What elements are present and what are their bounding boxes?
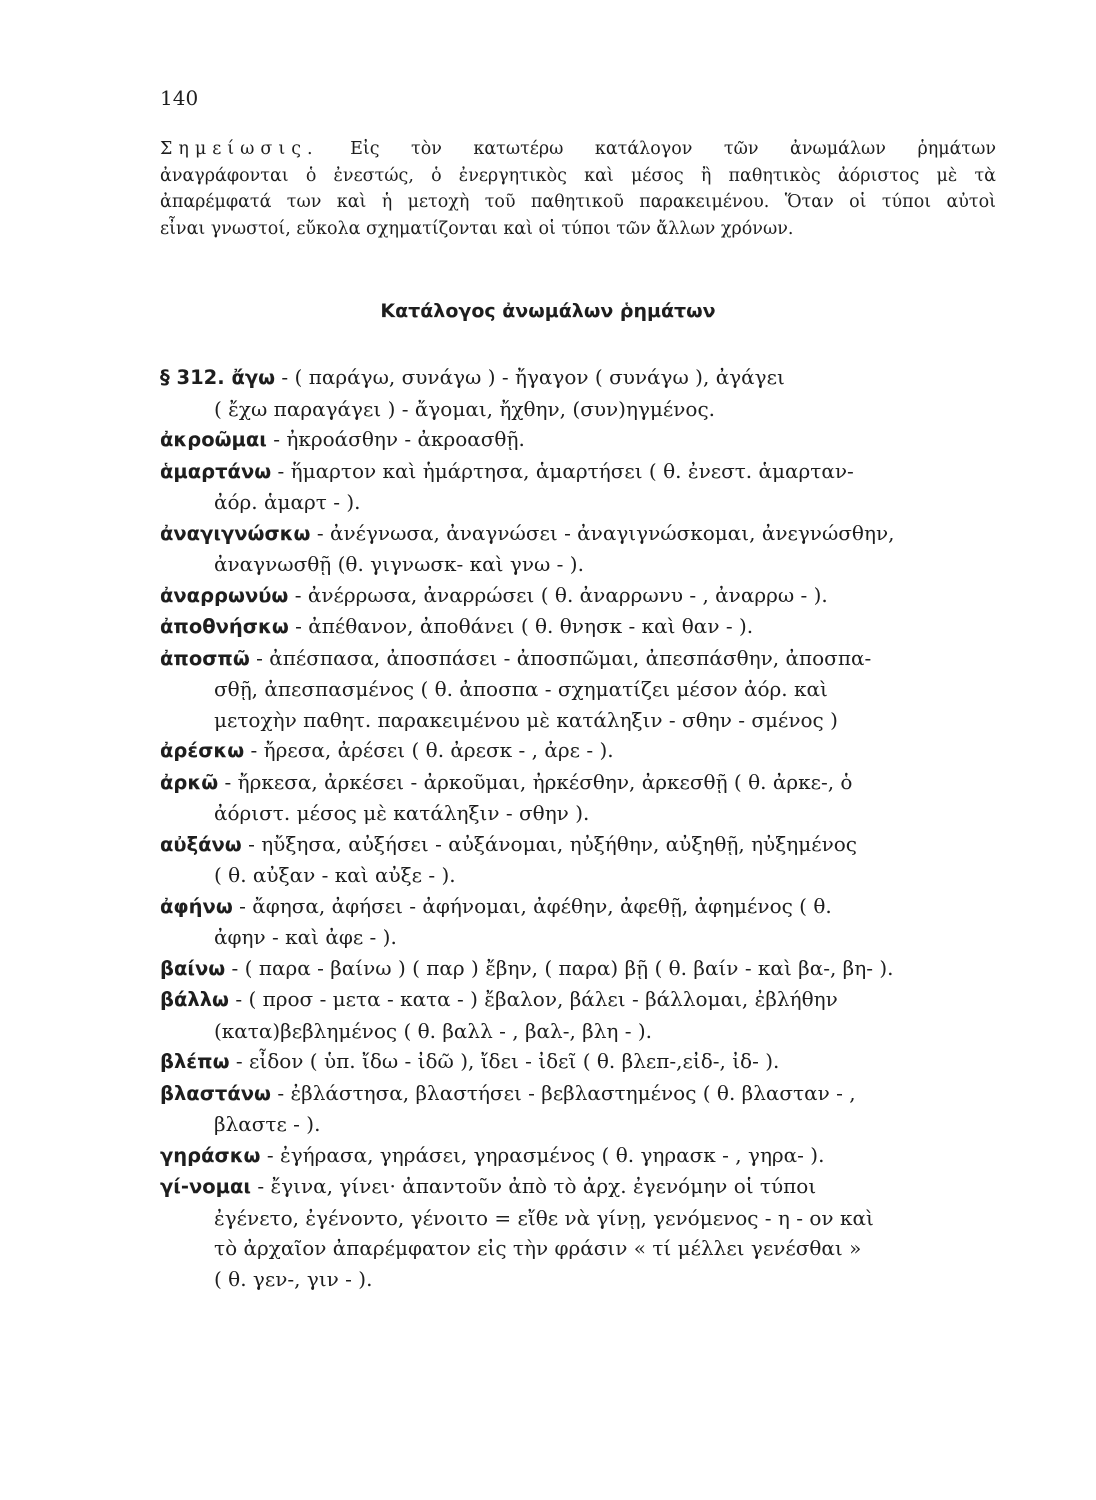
verb-forms: - ( προσ - μετα - κατα - ) ἔβαλον, βάλει - βάλλομαι, ἐβλήθην <box>228 987 838 1011</box>
verb-forms: - ἀπέθανον, ἀποθάνει ( θ. θνησκ - καὶ θαν - ). <box>288 614 754 638</box>
verb-forms: - ἀνέρρωσα, ἀναρρώσει ( θ. ἀναρρωνυ - , ἀναρρω - ). <box>288 582 828 607</box>
verb-forms: - ἤρεσα, ἀρέσει ( θ. ἀρεσκ - , ἀρε - ). <box>244 738 614 762</box>
verb-entry-line <box>160 1233 1000 1264</box>
verb-forms: - ἀνέγνωσα, ἀναγνώσει - ἀναγιγνώσκομαι, ἀνεγνώσθην, <box>310 520 895 545</box>
verb-headword: ἀφήνω <box>160 894 233 918</box>
page-number: 140 <box>160 86 199 110</box>
note-label: Σημείωσις. <box>160 139 319 159</box>
verb-forms: ( ἔχω παραγάγει ) - ἄγομαι, ἤχθην, (συν)ηγμένος. <box>214 396 716 421</box>
verb-entry-line <box>160 1171 1000 1203</box>
verb-headword: ἀναρρωνύω <box>160 583 289 607</box>
verb-headword: ἀρέσκω <box>160 739 245 762</box>
verb-entry-line <box>160 580 1000 612</box>
verb-entry-line <box>160 362 1000 394</box>
verb-forms: - ἀπέσπασα, ἀποσπάσει - ἀποσπῶμαι, ἀπεσπάσθην, ἀποσπα- <box>249 645 872 670</box>
verb-headword: γί-νομαι <box>160 1175 251 1198</box>
verb-entry-line <box>160 518 1000 550</box>
note-paragraph <box>160 136 996 242</box>
verb-forms: - ( παράγω, συνάγω ) - ἤγαγον ( συνάγω ), ἀγάγει <box>275 365 785 389</box>
verb-entry-line <box>160 798 1000 829</box>
verb-headword: αὐξάνω <box>160 832 242 856</box>
verb-headword: ἀκροῶμαι <box>160 428 267 451</box>
section-title: Κατάλογος ἀνωμάλων ῥημάτων <box>380 300 716 322</box>
verb-forms: ἀόρ. ἁμαρτ - ). <box>214 490 361 514</box>
verb-entry-line <box>160 611 1000 643</box>
verb-headword: γηράσκω <box>160 1143 261 1167</box>
verb-headword: ἁμαρτάνω <box>160 459 272 483</box>
verb-forms: μετοχὴν παθητ. παρακειμένου μὲ κατάληξιν - σθην - σμένος ) <box>214 707 838 732</box>
verb-entry-line <box>160 1264 1000 1295</box>
verb-forms: - ἔγινα, γίνει· ἀπαντοῦν ἀπὸ τὸ ἀρχ. ἐγενόμην οἱ τύποι <box>251 1174 817 1198</box>
verb-entry-line <box>160 1203 1000 1234</box>
verb-entry-line <box>160 922 1000 953</box>
note-line: εἶναι γνωστοί, εὔκολα σχηματίζονται καὶ οἱ τύποι τῶν ἄλλων χρόνων. <box>160 218 794 239</box>
verb-entry-line <box>160 953 1000 985</box>
verb-forms: - ηὔξησα, αὐξήσει - αὐξάνομαι, ηὐξήθην, αὐξηθῇ, ηὐξημένος <box>241 831 857 856</box>
note-line: ἀναγράφονται ὁ ἐνεστώς, ὁ ἐνεργητικὸς καὶ μέσος ἢ παθητικὸς ἀόριστος μὲ τὰ <box>160 165 996 186</box>
verb-entry-line <box>160 1016 1000 1047</box>
note-line <box>160 136 996 163</box>
verb-forms: - ἐγήρασα, γηράσει, γηρασμένος ( θ. γηρασκ - , γηρα- ). <box>260 1142 825 1167</box>
verb-entry-line <box>160 891 1000 923</box>
verb-headword: βλέπω <box>160 1050 230 1073</box>
verb-entry-line <box>160 1140 1000 1172</box>
verb-headword: βαίνω <box>160 956 226 980</box>
verb-forms: (κατα)βεβλημένος ( θ. βαλλ - , βαλ-, βλη - ). <box>214 1018 653 1043</box>
verb-entry-line <box>160 487 1000 518</box>
verb-forms: ἀφην - καὶ ἀφε - ). <box>214 925 397 949</box>
verb-entry-line <box>160 767 1000 799</box>
verb-forms: - ἄφησα, ἀφήσει - ἀφήνομαι, ἀφέθην, ἀφεθῇ, ἀφημένος ( θ. <box>232 893 832 918</box>
verb-entry-line <box>160 1078 1000 1110</box>
verb-forms: - ἤρκεσα, ἀρκέσει - ἀρκοῦμαι, ἠρκέσθην, ἀρκεσθῇ ( θ. ἀρκε-, ὁ <box>218 769 853 794</box>
verb-forms: - ἐβλάστησα, βλαστήσει - βεβλαστημένος ( θ. βλασταν - , <box>270 1080 856 1105</box>
verb-forms: ἐγένετο, ἐγένοντο, γένοιτο = εἴθε νὰ γίνῃ, γενόμενος - η - ον καὶ <box>214 1205 874 1230</box>
verb-forms: ( θ. γεν-, γιν - ). <box>214 1266 373 1291</box>
verb-forms: - ἠκροάσθην - ἀκροασθῇ. <box>266 427 525 451</box>
verb-entry-line <box>160 1046 1000 1078</box>
note-text: Εἰς τὸν κατωτέρω κατάλογον τῶν ἀνωμάλων ῥημάτων <box>318 139 996 159</box>
verb-entry-line <box>160 1109 1000 1140</box>
irregular-verb-list <box>160 362 1000 1294</box>
verb-forms: ἀναγνωσθῇ (θ. γιγνωσκ- καὶ γνω - ). <box>214 552 584 576</box>
verb-entry-line <box>160 705 1000 736</box>
verb-forms: ( θ. αὐξαν - καὶ αὐξε - ). <box>214 863 456 887</box>
verb-forms: βλαστε - ). <box>214 1112 321 1136</box>
verb-forms: ἀόριστ. μέσος μὲ κατάληξιν - σθην ). <box>214 801 590 825</box>
verb-entry-line <box>160 456 1000 488</box>
verb-headword: βάλλω <box>160 988 229 1011</box>
verb-entry-line <box>160 860 1000 891</box>
verb-forms: τὸ ἀρχαῖον ἀπαρέμφατον εἰς τὴν φράσιν « τί μέλλει γενέσθαι » <box>214 1236 862 1260</box>
verb-forms: - ἥμαρτον καὶ ἡμάρτησα, ἁμαρτήσει ( θ. ἐνεστ. ἁμαρταν- <box>271 458 854 483</box>
verb-entry-line <box>160 424 1000 456</box>
verb-entry-line <box>160 829 1000 861</box>
verb-entry-line <box>160 394 1000 425</box>
verb-headword: § 312. ἄγω <box>160 366 276 389</box>
verb-entry-line <box>160 735 1000 767</box>
note-line: ἀπαρέμφατά των καὶ ἡ μετοχὴ τοῦ παθητικοῦ παρακειμένου. Ὅταν οἱ τύποι αὐτοὶ <box>160 192 996 212</box>
verb-entry-line <box>160 549 1000 580</box>
verb-headword: ἀποσπῶ <box>160 646 250 670</box>
verb-entry-line <box>160 674 1000 705</box>
verb-headword: βλαστάνω <box>160 1081 271 1105</box>
verb-entry-line <box>160 643 1000 675</box>
verb-forms: - εἶδον ( ὑπ. ἴδω - ἰδῶ ), ἴδει - ἰδεῖ ( θ. βλεπ-,εἰδ-, ἰδ- ). <box>229 1049 780 1073</box>
verb-headword: ἀρκῶ <box>160 770 219 794</box>
verb-headword: ἀποθνήσκω <box>160 615 289 638</box>
verb-forms: σθῇ, ἀπεσπασμένος ( θ. ἀποσπα - σχηματίζει μέσον ἀόρ. καὶ <box>214 677 828 701</box>
verb-forms: - ( παρα - βαίνω ) ( παρ ) ἔβην, ( παρα) βῇ ( θ. βαίν - καὶ βα-, βη- ). <box>225 955 894 980</box>
verb-headword: ἀναγιγνώσκω <box>160 521 311 545</box>
verb-entry-line <box>160 984 1000 1016</box>
